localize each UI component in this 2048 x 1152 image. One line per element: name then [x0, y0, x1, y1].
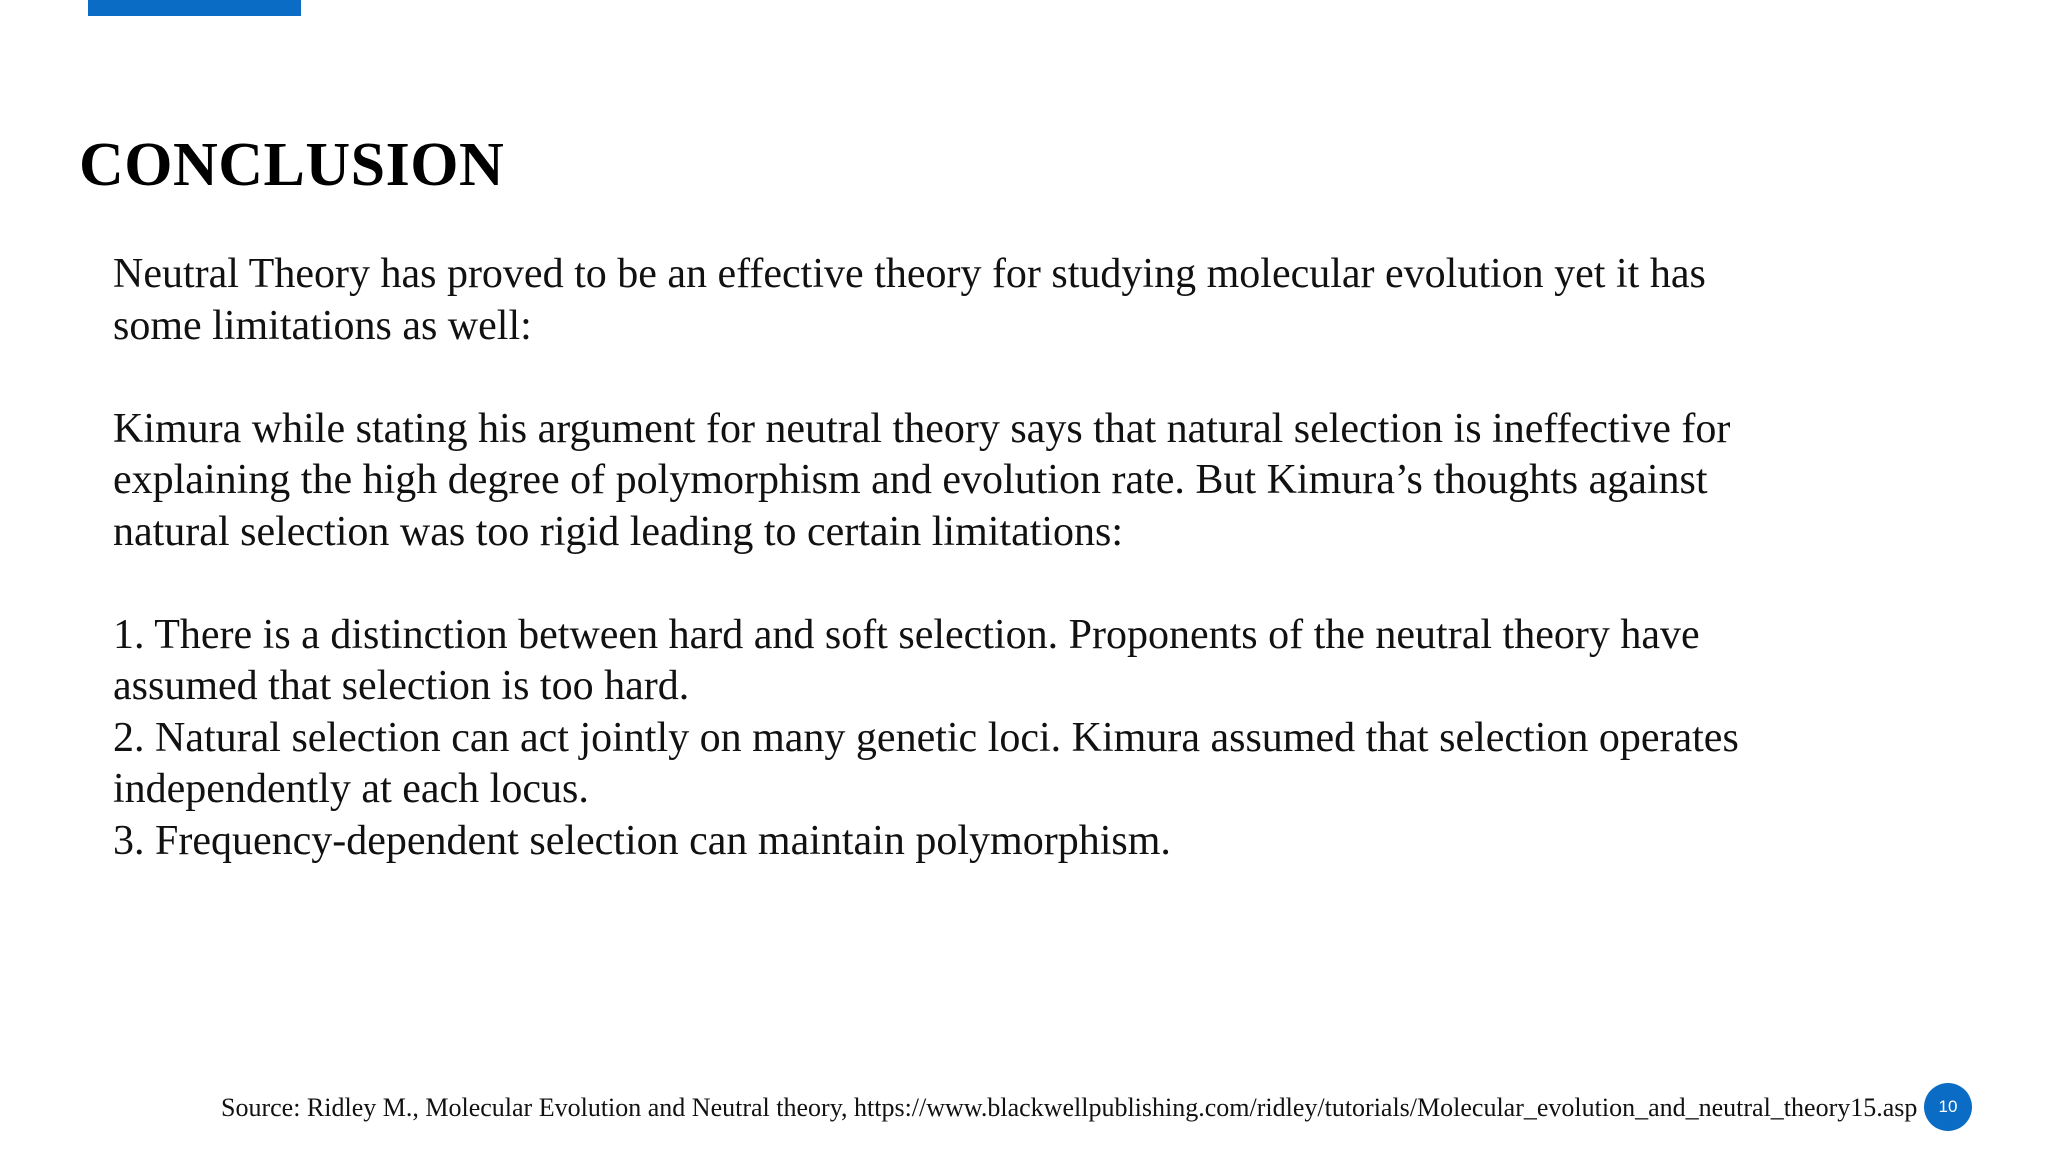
- slide-body: [113, 249, 1933, 867]
- argument-line-1: Kimura while stating his argument for neutral theory says that natural selection is ineffective for: [113, 405, 1731, 452]
- paragraph-gap: [113, 558, 1933, 610]
- point-1-line-2: assumed that selection is too hard.: [113, 663, 690, 709]
- accent-bar: [88, 0, 301, 16]
- argument-line-3: natural selection was too rigid leading to certain limitations:: [113, 508, 1124, 555]
- argument-line-2: explaining the high degree of polymorphism and evolution rate. But Kimura’s thoughts against: [113, 457, 1708, 503]
- point-3-line-1: 3. Frequency-dependent selection can maintain polymorphism.: [113, 817, 1171, 864]
- point-2-line-2: independently at each locus.: [113, 766, 589, 812]
- intro-line-1: Neutral Theory has proved to be an effective theory for studying molecular evolution yet it has: [113, 251, 1706, 297]
- point-1-line-1: 1. There is a distinction between hard and soft selection. Proponents of the neutral theory have: [113, 611, 1700, 658]
- page-number-badge: 10: [1924, 1083, 1972, 1131]
- intro-line-2: some limitations as well:: [113, 302, 532, 349]
- point-2-line-1: 2. Natural selection can act jointly on many genetic loci. Kimura assumed that selection operates: [113, 714, 1739, 761]
- paragraph-gap: [113, 352, 1933, 404]
- slide-title: CONCLUSION: [79, 131, 505, 199]
- source-citation: Source: Ridley M., Molecular Evolution and Neutral theory, https://www.blackwellpublishing.com/ridley/tutorials/Molecular_evolution_and_neutral_theory15.asp: [221, 1093, 1918, 1122]
